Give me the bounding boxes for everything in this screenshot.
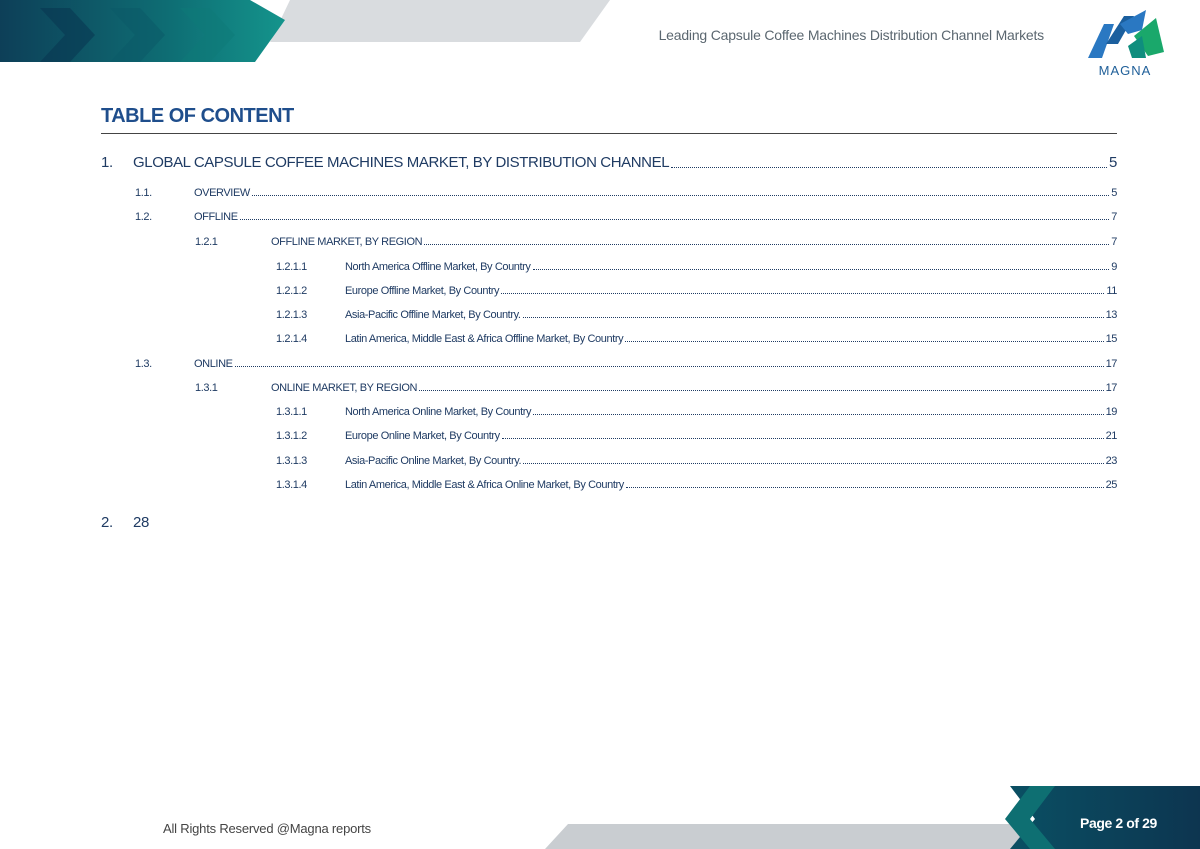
dot-leader: [419, 390, 1103, 391]
dot-leader: [252, 195, 1109, 196]
toc-entry-page: 7: [1111, 211, 1117, 223]
toc-entry-1-3-1-1[interactable]: [276, 406, 1117, 418]
toc-entry-number: 1.3.: [135, 358, 152, 370]
toc-entry-page: 25: [1105, 479, 1117, 491]
toc-entry-number: 1.2.1: [195, 236, 218, 248]
toc-entry-page: 17: [1105, 382, 1117, 394]
toc-divider: [101, 133, 1117, 134]
magna-logo: [1084, 10, 1166, 80]
header-title: Leading Capsule Coffee Machines Distribution Channel Markets: [658, 27, 1044, 43]
magna-logo-icon: [1084, 10, 1166, 66]
toc-entry-label: OFFLINE MARKET, BY REGION: [271, 236, 423, 248]
dot-leader: [240, 219, 1110, 220]
toc-entry-1-2-1-2[interactable]: [276, 285, 1117, 297]
toc-entry-number: 1.2.1.3: [276, 309, 307, 321]
dot-leader: [424, 244, 1109, 245]
toc-entry-1-3-1-4[interactable]: [276, 479, 1117, 491]
toc-entry-1-2-1-4[interactable]: [276, 333, 1117, 345]
toc-entry-label: GLOBAL CAPSULE COFFEE MACHINES MARKET, BY DISTRIBUTION CHANNEL: [133, 154, 670, 171]
dot-leader: [626, 487, 1104, 488]
toc-heading: TABLE OF CONTENT: [101, 105, 294, 127]
toc-entry-label: ONLINE: [194, 358, 233, 370]
dot-leader: [671, 167, 1107, 168]
toc-entry-label: Europe Offline Market, By Country: [345, 285, 500, 297]
toc-entry-label: Asia-Pacific Offline Market, By Country.: [345, 309, 521, 321]
toc-entry-number: 1.2.: [135, 211, 152, 223]
toc-entry-number: 1.3.1.1: [276, 406, 307, 418]
toc-entry-1-3[interactable]: [135, 358, 1117, 370]
toc-entry-1-2-1-1[interactable]: [276, 261, 1117, 273]
toc-entry-number: 1.3.1.4: [276, 479, 307, 491]
toc-entry-page: 5: [1111, 187, 1117, 199]
dot-leader: [523, 463, 1103, 464]
toc-entry-label: ONLINE MARKET, BY REGION: [271, 382, 418, 394]
toc-entry-page: 7: [1111, 236, 1117, 248]
dot-leader: [502, 438, 1104, 439]
toc-entry-label: Latin America, Middle East & Africa Offline Market, By Country: [345, 333, 624, 345]
toc-entry-label: North America Online Market, By Country: [345, 406, 532, 418]
toc-entry-1-1[interactable]: [135, 187, 1117, 199]
toc-entry-label: OFFLINE: [194, 211, 238, 223]
toc-entry-label: 28: [133, 514, 149, 531]
toc-entry-2[interactable]: [101, 514, 149, 531]
logo-text: MAGNA: [1098, 63, 1152, 78]
page-indicator: Page 2 of 29: [1080, 815, 1157, 831]
toc-entry-1-2[interactable]: [135, 211, 1117, 223]
toc-entry-label: Asia-Pacific Online Market, By Country.: [345, 455, 522, 467]
toc-entry-number: 1.3.1: [195, 382, 218, 394]
toc-entry-page: 19: [1105, 406, 1117, 418]
dot-leader: [533, 414, 1103, 415]
dot-leader: [235, 366, 1104, 367]
toc-entry-1-2-1-3[interactable]: [276, 309, 1117, 321]
toc-entry-page: 5: [1109, 154, 1117, 171]
toc-entry-page: 15: [1105, 333, 1117, 345]
toc-entry-page: 23: [1105, 455, 1117, 467]
toc-entry-number: 1.1.: [135, 187, 152, 199]
toc-entry-number: 1.: [101, 154, 113, 171]
dot-leader: [533, 269, 1110, 270]
toc-entry-number: 1.2.1.4: [276, 333, 307, 345]
toc-entry-number: 1.3.1.2: [276, 430, 307, 442]
toc-entry-label: North America Offline Market, By Country: [345, 261, 531, 273]
dot-leader: [625, 341, 1103, 342]
toc-entry-label: Europe Online Market, By Country: [345, 430, 500, 442]
toc-entry-page: 13: [1105, 309, 1117, 321]
toc-entry-1-3-1-2[interactable]: [276, 430, 1117, 442]
toc-entry-1[interactable]: [101, 154, 1117, 171]
header-banner-shape: [0, 0, 640, 62]
toc-entry-page: 11: [1106, 285, 1117, 297]
toc-entry-page: 17: [1105, 358, 1117, 370]
toc-entry-page: 9: [1111, 261, 1117, 273]
toc-entry-1-3-1[interactable]: [195, 382, 1117, 394]
toc-entry-number: 2.: [101, 514, 113, 531]
toc-entry-label: Latin America, Middle East & Africa Online Market, By Country: [345, 479, 624, 491]
dot-leader: [501, 293, 1104, 294]
toc-entry-page: 21: [1105, 430, 1117, 442]
toc-entry-1-2-1[interactable]: [195, 236, 1117, 248]
dot-leader: [523, 317, 1104, 318]
toc-entry-1-3-1-3[interactable]: [276, 455, 1117, 467]
toc-entry-number: 1.2.1.1: [276, 261, 307, 273]
footer-rights: All Rights Reserved @Magna reports: [163, 821, 371, 836]
toc-entry-label: OVERVIEW: [194, 187, 250, 199]
toc-entry-number: 1.2.1.2: [276, 285, 307, 297]
toc-entry-number: 1.3.1.3: [276, 455, 307, 467]
